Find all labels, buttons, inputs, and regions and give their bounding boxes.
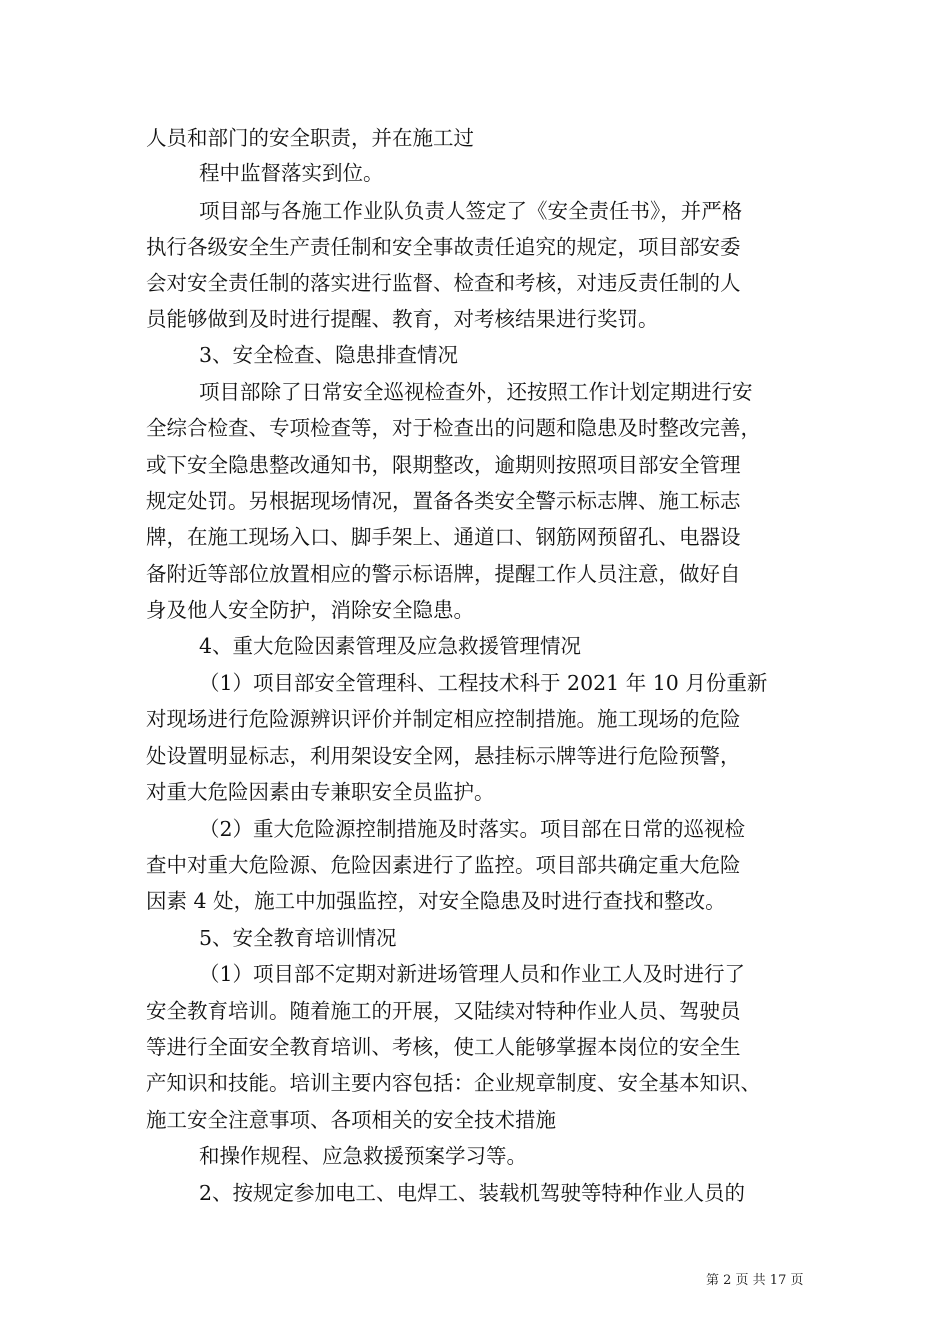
text-line: 项目部除了日常安全巡视检查外，还按照工作计划定期进行安	[199, 380, 753, 404]
text-line: 等进行全面安全教育培训、考核，使工人能够掌握本岗位的安全生	[146, 1035, 741, 1059]
text-line: （1）项目部安全管理科、工程技术科于 2021 年 10 月份重新	[199, 671, 768, 695]
text-line: 2、按规定参加电工、电焊工、装载机驾驶等特种作业人员的	[199, 1181, 746, 1205]
text-line: 和操作规程、应急救援预案学习等。	[199, 1144, 527, 1168]
text-line: 项目部与各施工作业队负责人签定了《安全责任书》，并严格	[199, 199, 743, 223]
text-line: 会对安全责任制的落实进行监督、检查和考核，对违反责任制的人	[146, 271, 741, 295]
text-line: 因素 4 处，施工中加强监控，对安全隐患及时进行查找和整改。	[146, 889, 726, 913]
text-line: 员能够做到及时进行提醒、教育，对考核结果进行奖罚。	[146, 307, 659, 331]
text-line: 对现场进行危险源辨识评价并制定相应控制措施。施工现场的危险	[146, 707, 741, 731]
text-line: 人员和部门的安全职责，并在施工过	[146, 126, 474, 150]
text-line: 执行各级安全生产责任制和安全事故责任追究的规定，项目部安委	[146, 235, 741, 259]
text-line: （1）项目部不定期对新进场管理人员和作业工人及时进行了	[199, 962, 746, 986]
text-line: 对重大危险因素由专兼职安全员监护。	[146, 780, 495, 804]
text-line: 安全教育培训。随着施工的开展，又陆续对特种作业人员、驾驶员	[146, 999, 741, 1023]
text-line: 产知识和技能。培训主要内容包括：企业规章制度、安全基本知识、	[146, 1071, 761, 1095]
text-line: 全综合检查、专项检查等，对于检查出的问题和隐患及时整改完善，	[146, 416, 761, 440]
text-line: 程中监督落实到位。	[199, 161, 384, 185]
text-line: 备附近等部位放置相应的警示标语牌，提醒工作人员注意，做好自	[146, 562, 741, 586]
text-line: 规定处罚。另根据现场情况，置备各类安全警示标志牌、施工标志	[146, 489, 741, 513]
section-heading: 3、安全检查、隐患排查情况	[199, 343, 459, 367]
text-line: （2）重大危险源控制措施及时落实。项目部在日常的巡视检	[199, 817, 746, 841]
page-number: 第 2 页 共 17 页	[706, 1273, 804, 1288]
text-line: 身及他人安全防护，消除安全隐患。	[146, 598, 474, 622]
text-line: 处设置明显标志，利用架设安全网，悬挂标示牌等进行危险预警，	[146, 744, 741, 768]
text-line: 施工安全注意事项、各项相关的安全技术措施	[146, 1108, 556, 1132]
text-line: 查中对重大危险源、危险因素进行了监控。项目部共确定重大危险	[146, 853, 741, 877]
text-line: 牌，在施工现场入口、脚手架上、通道口、钢筋网预留孔、电器设	[146, 525, 741, 549]
text-line: 或下安全隐患整改通知书，限期整改，逾期则按照项目部安全管理	[146, 453, 741, 477]
section-heading: 5、安全教育培训情况	[199, 926, 397, 950]
section-heading: 4、重大危险因素管理及应急救援管理情况	[199, 634, 582, 658]
